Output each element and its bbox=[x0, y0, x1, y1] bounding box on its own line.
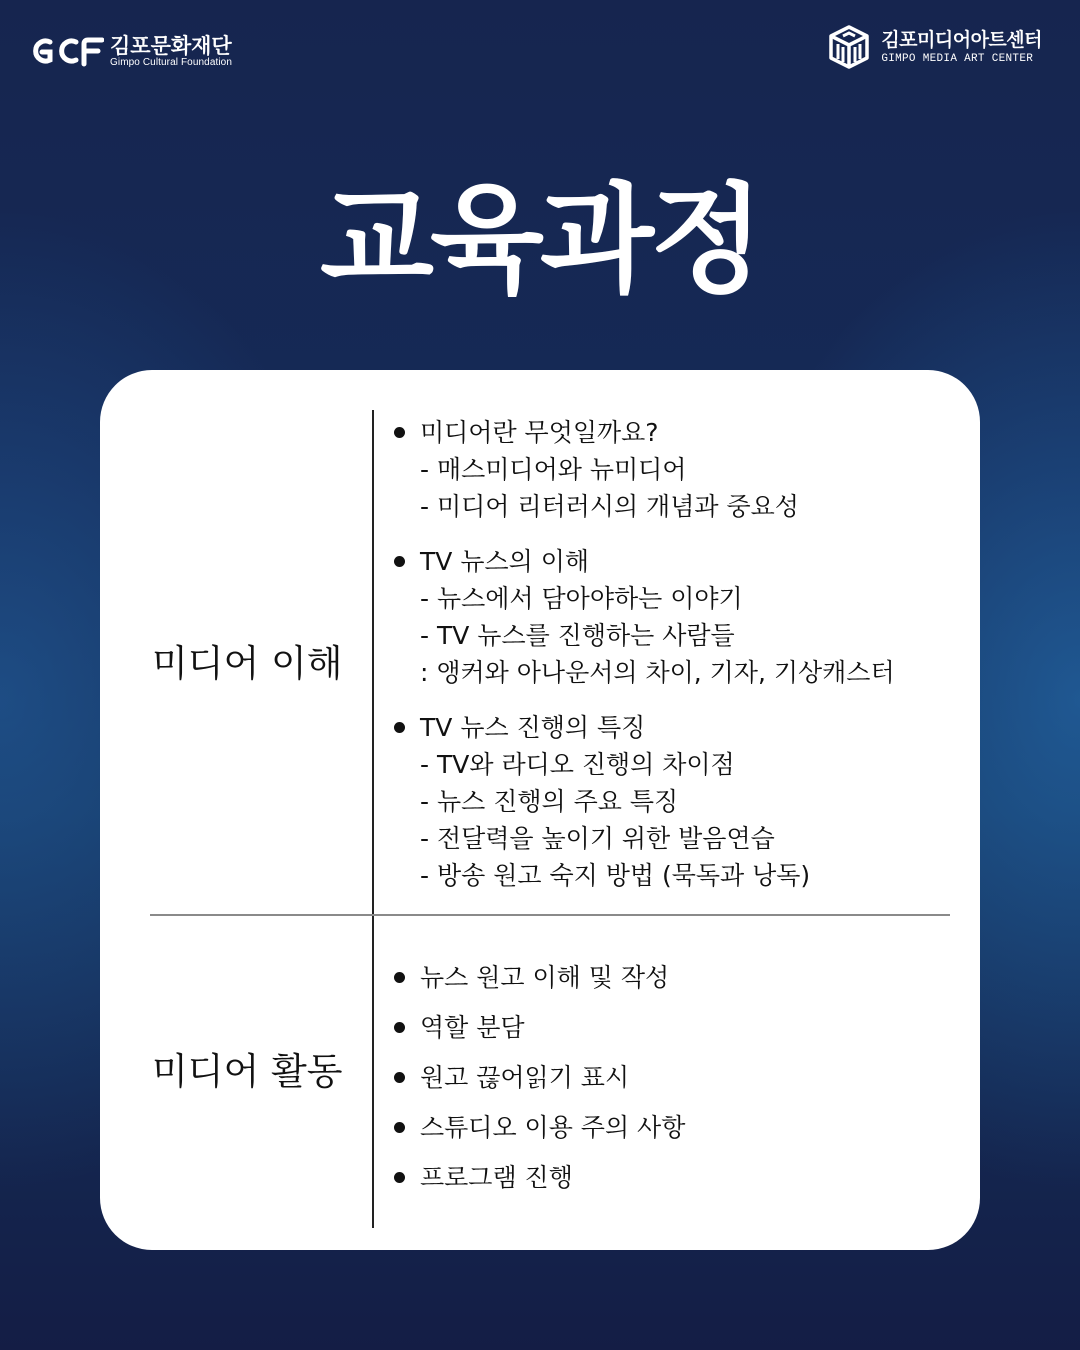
bullet-icon bbox=[394, 1022, 405, 1033]
item-detail: - 전달력을 높이기 위한 발음연습 bbox=[420, 824, 775, 853]
list-item bbox=[392, 1059, 685, 1096]
item-detail: - 방송 원고 숙지 방법 (묵독과 낭독) bbox=[420, 861, 811, 890]
gmac-wordmark bbox=[881, 29, 1042, 66]
item-title: 뉴스 원고 이해 및 작성 bbox=[420, 963, 670, 992]
list-item bbox=[392, 959, 685, 996]
gcf-name-ko: 김포문화재단 bbox=[110, 33, 232, 58]
list-item bbox=[392, 543, 895, 691]
gmac-cube-icon bbox=[827, 24, 871, 70]
item-detail: - 매스미디어와 뉴미디어 bbox=[420, 455, 687, 484]
gmac-logo bbox=[827, 24, 1042, 70]
gcf-name-en: Gimpo Cultural Foundation bbox=[110, 56, 233, 68]
bullet-icon bbox=[394, 427, 405, 438]
section-list-media-activity bbox=[392, 959, 685, 1196]
gmac-name-en: GIMPO MEDIA ART CENTER bbox=[881, 52, 1034, 65]
section-label-media-understanding: 미디어 이해 bbox=[152, 642, 343, 685]
bullet-icon bbox=[394, 556, 405, 567]
list-item bbox=[392, 414, 895, 525]
item-title: 프로그램 진행 bbox=[420, 1163, 573, 1192]
bullet-icon bbox=[394, 972, 405, 983]
item-detail: - TV와 라디오 진행의 차이점 bbox=[420, 750, 735, 779]
item-title: 원고 끊어읽기 표시 bbox=[420, 1063, 630, 1092]
item-title: 미디어란 무엇일까요? bbox=[420, 418, 659, 447]
bullet-icon bbox=[394, 1072, 405, 1083]
gcf-mark-icon bbox=[30, 34, 104, 68]
section-list-media-understanding bbox=[392, 414, 895, 894]
bullet-icon bbox=[394, 1122, 405, 1133]
row-divider bbox=[150, 914, 950, 916]
list-item bbox=[392, 1159, 685, 1196]
list-item bbox=[392, 1109, 685, 1146]
list-item bbox=[392, 709, 895, 894]
bullet-icon bbox=[394, 1172, 405, 1183]
item-detail: - TV 뉴스를 진행하는 사람들 bbox=[420, 621, 735, 650]
section-label-media-activity: 미디어 활동 bbox=[152, 1050, 343, 1093]
item-title: 스튜디오 이용 주의 사항 bbox=[420, 1113, 686, 1142]
gcf-logo bbox=[30, 34, 232, 68]
item-detail: - 미디어 리터러시의 개념과 중요성 bbox=[420, 492, 799, 521]
column-divider bbox=[372, 410, 374, 1228]
item-detail: - 뉴스 진행의 주요 특징 bbox=[420, 787, 679, 816]
item-title: TV 뉴스의 이해 bbox=[420, 547, 590, 576]
bullet-icon bbox=[394, 722, 405, 733]
gmac-name-ko: 김포미디어아트센터 bbox=[881, 28, 1042, 51]
item-title: 역할 분담 bbox=[420, 1013, 525, 1042]
item-title: TV 뉴스 진행의 특징 bbox=[420, 713, 646, 742]
list-item bbox=[392, 1009, 685, 1046]
curriculum-card bbox=[100, 370, 980, 1250]
item-detail: - 뉴스에서 담아야하는 이야기 bbox=[420, 584, 743, 613]
page-title: 교육과정 bbox=[320, 171, 760, 309]
item-detail: : 앵커와 아나운서의 차이, 기자, 기상캐스터 bbox=[420, 658, 895, 687]
gcf-wordmark bbox=[110, 35, 232, 68]
